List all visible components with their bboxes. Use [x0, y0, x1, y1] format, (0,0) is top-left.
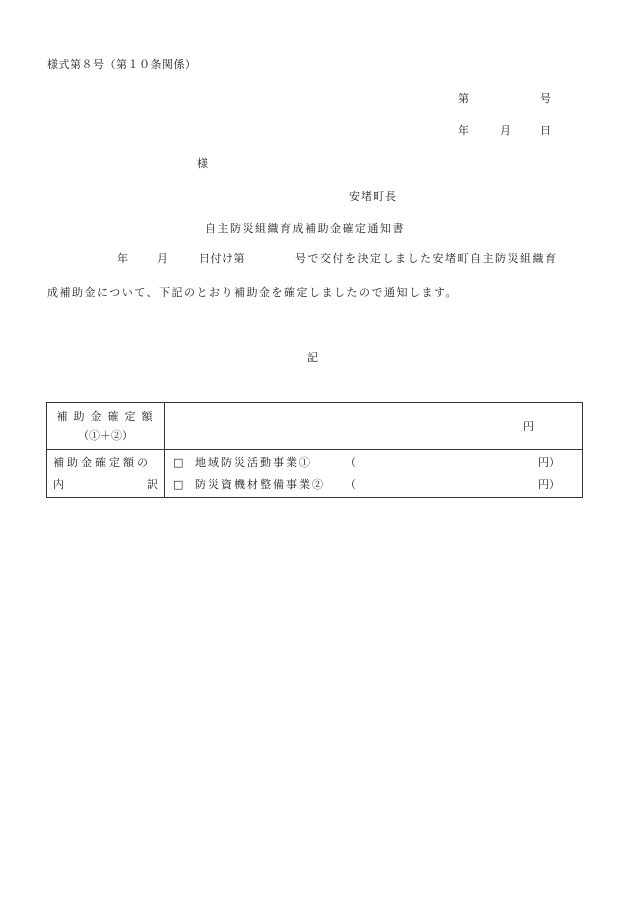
breakdown-label-line2	[47, 474, 164, 496]
addressee-honorific: 様	[197, 157, 208, 170]
document-number-suffix: 号	[540, 92, 551, 105]
body-line-1-text: 号で交付を決定しました安堵町自主防災組織育	[295, 252, 558, 265]
date-month-label: 月	[500, 124, 511, 137]
item-open-paren: （	[345, 455, 356, 469]
body-month-label: 月	[157, 252, 168, 265]
item-open-paren: （	[345, 477, 356, 491]
item-name: 地域防災活動事業①	[195, 455, 312, 469]
date-day-label: 日	[540, 124, 551, 137]
list-item	[165, 474, 582, 496]
ki-heading: 記	[307, 351, 318, 364]
total-value-cell	[165, 403, 583, 450]
table-row-breakdown	[47, 450, 583, 498]
item-amount-unit: 円）	[538, 477, 560, 491]
breakdown-label-cell	[47, 450, 165, 498]
breakdown-label-right: 訳	[147, 477, 158, 491]
form-number: 様式第８号（第１０条関係）	[47, 58, 197, 71]
checkbox-icon[interactable]: □	[173, 477, 184, 491]
table-row-total	[47, 403, 583, 450]
item-name: 防災資機材整備事業②	[195, 477, 325, 491]
breakdown-label: 補助金確定額の	[53, 455, 151, 469]
issuer: 安堵町長	[349, 190, 397, 203]
checkbox-icon[interactable]: □	[173, 455, 184, 469]
list-item	[165, 452, 582, 474]
total-formula: （①＋②）	[78, 429, 133, 442]
total-label-cell	[47, 403, 165, 450]
breakdown-items-cell	[165, 450, 583, 498]
body-line-2: 成補助金について、下記のとおり補助金を確定しましたので通知します。	[47, 286, 459, 299]
body-year-label: 年	[117, 252, 128, 265]
date-year-label: 年	[458, 124, 469, 137]
item-amount-unit: 円）	[538, 455, 560, 469]
total-unit: 円	[523, 420, 534, 433]
document-number-prefix: 第	[458, 92, 469, 105]
document-title: 自主防災組織育成補助金確定通知書	[205, 222, 405, 235]
amount-table	[46, 402, 583, 498]
body-day-reference: 日付け第	[199, 252, 245, 265]
breakdown-label-left: 内	[53, 477, 64, 491]
total-label: 補助金確定額	[56, 410, 159, 423]
